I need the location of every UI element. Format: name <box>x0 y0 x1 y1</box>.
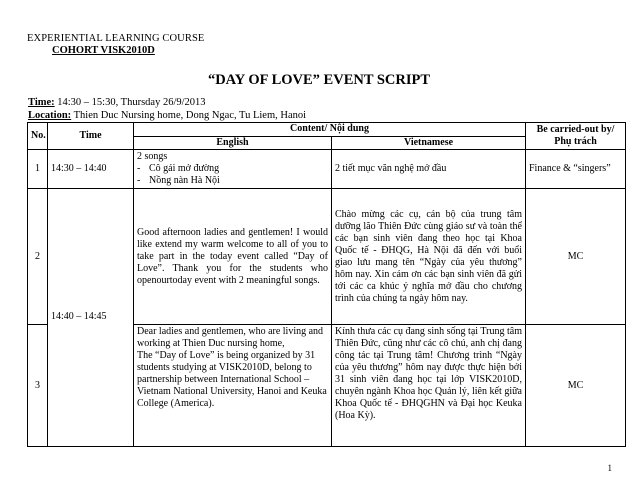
location-line <box>28 110 306 121</box>
row-carried-out-by: MC <box>526 189 626 325</box>
row-carried-out-by: MC <box>526 325 626 447</box>
location-value: Thien Duc Nursing home, Dong Ngac, Tu Liem, Hanoi <box>71 110 307 121</box>
header-content: Content/ Nội dung <box>134 123 526 137</box>
cohort-title: COHORT VISK2010D <box>52 45 155 56</box>
row-number: 1 <box>28 150 48 189</box>
row-time: 14:30 – 14:40 <box>48 150 134 189</box>
song-item: - Nồng nàn Hà Nội <box>149 175 328 187</box>
table-header-row <box>28 123 626 137</box>
row-vietnamese: Kính thưa các cụ đang sinh sống tại Trung tâm Thiên Đức, cũng như các cô chú, anh chị đang công tác tại Trung tâm! Chương trình “Ngày của yêu thương” hôm nay được thực hiện bởi 31 sinh viên đang học tại lớp VISK2010D, chuyên ngành Khoa học Quản lý, liên kết giữa Khoa Quốc tế - ĐHQGHN và Đại học Keuka (Hoa Kỳ). <box>332 325 526 447</box>
table-row <box>28 150 626 189</box>
song-item: - Cô gái mở đường <box>149 163 328 175</box>
header-no: No. <box>28 123 48 150</box>
header-vietnamese: Vietnamese <box>332 136 526 150</box>
song-list <box>137 163 328 187</box>
table-row <box>28 189 626 325</box>
row-english: Dear ladies and gentlemen, who are living and working at Thien Duc nursing home, The “Day of Love” is being organized by 31 students studying at VISK2010D, belong to partnership between International School – Vietnam National University, Hanoi and Keuka College (America). <box>134 325 332 447</box>
row-carried-out-by: Finance & “singers” <box>526 150 626 189</box>
course-title: EXPERIENTIAL LEARNING COURSE <box>27 33 205 44</box>
header-carried-out-by: Be carried-out by/ Phụ trách <box>526 123 626 150</box>
header-english: English <box>134 136 332 150</box>
location-label: Location: <box>28 110 72 121</box>
header-time: Time <box>48 123 134 150</box>
row-vietnamese: Chào mừng các cụ, cán bộ của trung tâm dưỡng lão Thiên Đức cùng giáo sư và toàn thể các bạn sinh viên đang theo học tại Khoa Quốc tế - ĐHQG, Hà Nội đã đến với buổi giao lưu mang tên “Ngày của yêu thương” hôm nay. Xin cảm ơn các bạn sinh viên đã gửi tới các ca khúc ý nghĩa mở đầu cho chương trình của chúng ta ngày hôm nay. <box>332 189 526 325</box>
time-value: 14:30 – 15:30, Thursday 26/9/2013 <box>54 97 206 108</box>
event-script-table <box>27 122 626 447</box>
document-title: “DAY OF LOVE” EVENT SCRIPT <box>207 72 431 88</box>
row-vietnamese: 2 tiết mục văn nghệ mở đầu <box>332 150 526 189</box>
row-english <box>134 150 332 189</box>
row-english: Good afternoon ladies and gentlemen! I would like extend my warm welcome to all of you to take part in the today event called “Day of Love”. Thank you for the students who openourtoday event with 2 meaningful songs. <box>134 189 332 325</box>
time-line <box>28 97 206 108</box>
time-label: Time: <box>28 97 55 108</box>
row-number: 3 <box>28 325 48 447</box>
row-number: 2 <box>28 189 48 325</box>
english-intro: 2 songs <box>137 151 168 162</box>
page-number: 1 <box>607 463 612 473</box>
row-time: 14:40 – 14:45 <box>48 189 134 447</box>
